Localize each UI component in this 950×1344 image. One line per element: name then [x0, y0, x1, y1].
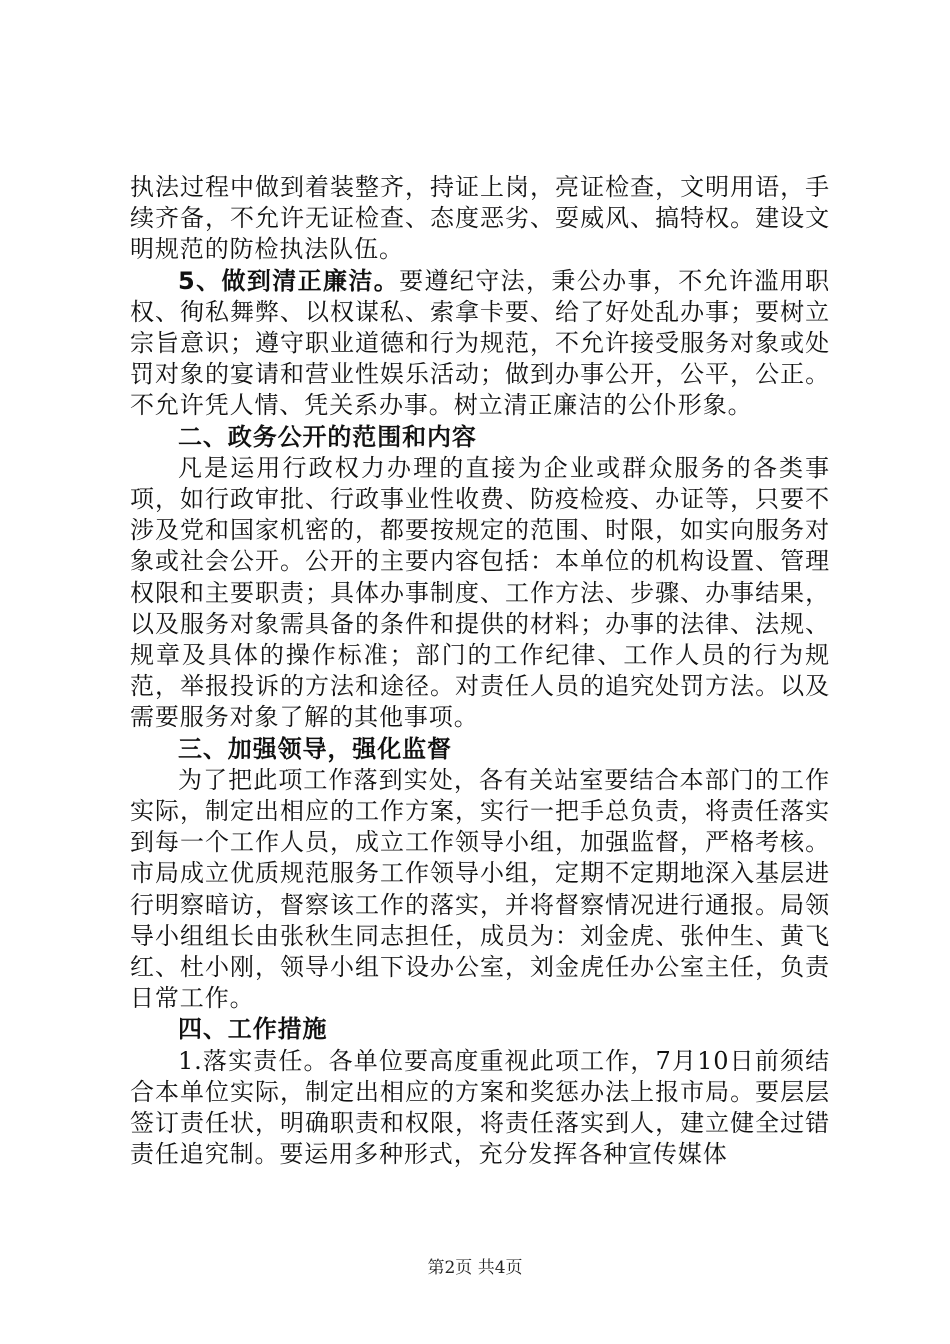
paragraph-dress-code: 执法过程中做到着装整齐，持证上岗，亮证检查，文明用语，手续齐备，不允许无证检查、态度恶劣、耍威风、搞特权。建设文明规范的防检执法队伍。: [130, 173, 830, 264]
section-heading-measures: 四、工作措施: [178, 1015, 328, 1044]
document-body: [130, 172, 830, 1171]
section-heading-scope: 二、政务公开的范围和内容: [178, 422, 477, 451]
section-heading-leadership: 三、加强领导，强化监督: [178, 734, 452, 763]
paragraph-measures: 1.落实责任。各单位要高度重视此项工作，7月10日前须结合本单位实际，制定出相应的方案和奖惩办法上报市局。要层层签订责任状，明确职责和权限，将责任落实到人，建立健全过错责任追究制。要运用多种形式，充分发挥各种宣传媒体: [130, 1046, 830, 1169]
paragraph-integrity-lead: 5、做到清正廉洁。: [178, 266, 400, 295]
paragraph-integrity: [130, 266, 830, 422]
paragraph-integrity-text: 要遵纪守法，秉公办事，不允许滥用职权、徇私舞弊、以权谋私、索拿卡要、给了好处乱办事；要树立宗旨意识；遵守职业道德和行为规范，不允许接受服务对象或处罚对象的宴请和营业性娱乐活动；做到办事公开，公平，公正。不允许凭人情、凭关系办事。树立清正廉洁的公仆形象。: [130, 266, 830, 420]
paragraph-scope: 凡是运用行政权力办理的直接为企业或群众服务的各类事项，如行政审批、行政事业性收费、防疫检疫、办证等，只要不涉及党和国家机密的，都要按规定的范围、时限，如实向服务对象或社会公开。公开的主要内容包括：本单位的机构设置、管理权限和主要职责；具体办事制度、工作方法、步骤、办事结果，以及服务对象需具备的条件和提供的材料；办事的法律、法规、规章及具体的操作标准；部门的工作纪律、工作人员的行为规范，举报投诉的方法和途径。对责任人员的追究处罚方法。以及需要服务对象了解的其他事项。: [130, 453, 830, 732]
page-number-footer: 第2页 共4页: [427, 1258, 523, 1278]
paragraph-leadership: 为了把此项工作落到实处，各有关站室要结合本部门的工作实际，制定出相应的工作方案，实行一把手总负责，将责任落实到每一个工作人员，成立工作领导小组，加强监督，严格考核。市局成立优质规范服务工作领导小组，定期不定期地深入基层进行明察暗访，督察该工作的落实，并将督察情况进行通报。局领导小组组长由张秋生同志担任，成员为：刘金虎、张仲生、黄飞红、杜小刚，领导小组下设办公室，刘金虎任办公室主任，负责日常工作。: [130, 765, 830, 1013]
